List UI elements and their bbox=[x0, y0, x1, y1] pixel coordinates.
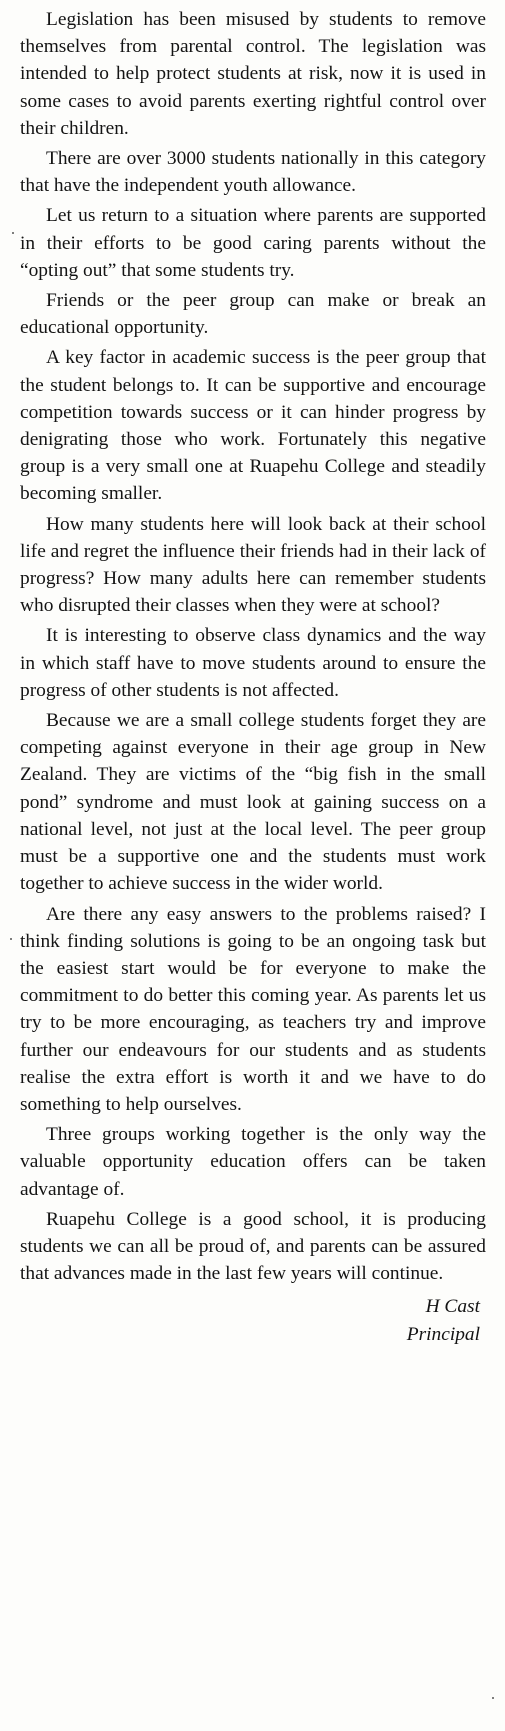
scan-speck bbox=[10, 938, 12, 940]
signature-block bbox=[20, 1293, 486, 1349]
paragraph-peer-group-intro: Friends or the peer group can make or break an educational opportunity. bbox=[20, 290, 486, 339]
paragraph-look-back: How many students here will look back at their school life and regret the influence their friends had in their lack of progress? How many adults here can remember students who disrupted their classes when they were at school? bbox=[20, 513, 486, 617]
signature-name: H Cast bbox=[425, 1296, 480, 1318]
paragraph-academic-success: A key factor in academic success is the peer group that the student belongs to. It can be supportive and encourage competition towards success or it can hinder progress by denigrating those who work. Fortunately this negative group is a very small one at Ruapehu College and steadily becoming smaller. bbox=[20, 347, 486, 505]
paragraph-parents-supported: Let us return to a situation where parents are supported in their efforts to be good caring parents without the “opting out” that some students try. bbox=[20, 205, 486, 281]
scan-speck bbox=[492, 1697, 494, 1699]
signature-title: Principal bbox=[406, 1324, 480, 1346]
scan-speck bbox=[12, 232, 14, 234]
paragraph-small-college: Because we are a small college students forget they are competing against everyone in their age group in New Zealand. They are victims of the “big fish in the small pond” syndrome and must look at gaining success on a national level, not just at the local level. The peer group must be a supportive one and the students must work together to achieve success in the wider world. bbox=[20, 710, 486, 895]
paragraph-students-nationally: There are over 3000 students nationally in this category that have the independent youth allowance. bbox=[20, 148, 486, 197]
paragraph-good-school: Ruapehu College is a good school, it is producing students we can all be proud of, and parents can be assured that advances made in the last few years will continue. bbox=[20, 1208, 486, 1285]
paragraph-three-groups: Three groups working together is the only way the valuable opportunity education offers can be taken advantage of. bbox=[20, 1124, 486, 1200]
article-column bbox=[20, 6, 486, 1349]
paragraph-class-dynamics: It is interesting to observe class dynamics and the way in which staff have to move students around to ensure the progress of other students is not affected. bbox=[20, 625, 486, 701]
paragraph-easy-answers: Are there any easy answers to the problems raised? I think finding solutions is going to be an ongoing task but the easiest start would be for everyone to make the commitment to do better this coming year. As parents let us try to be more encouraging, as teachers try and improve further our endeavours for our students and as students realise the extra effort is worth it and we have to do something to help ourselves. bbox=[20, 903, 486, 1115]
paragraph-legislation: Legislation has been misused by students to remove themselves from parental control. The legislation was intended to help protect students at risk, now it is used in some cases to avoid parents exerting rightful control over their children. bbox=[20, 9, 486, 139]
